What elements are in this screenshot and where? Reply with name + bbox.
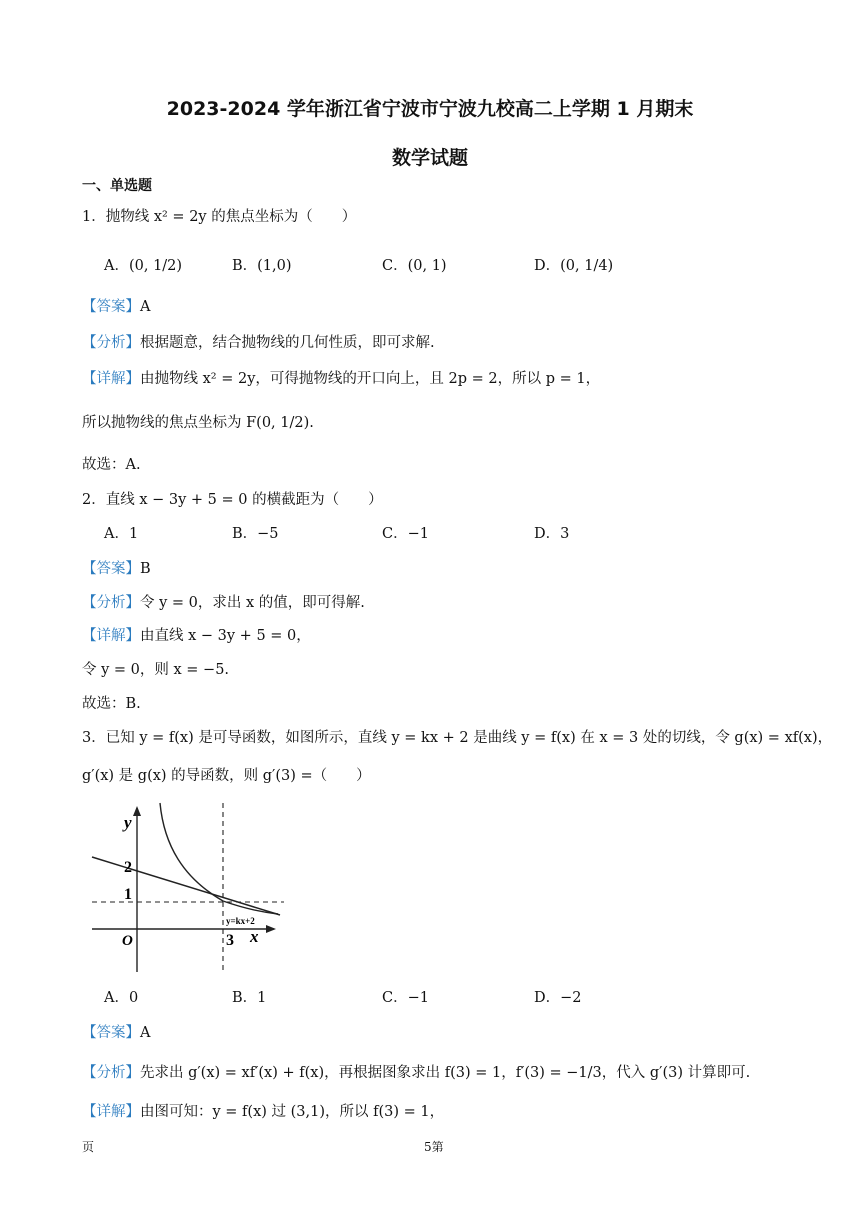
answer-tag: 【答案】 [82, 561, 140, 577]
detail-tag: 【详解】 [82, 628, 140, 644]
q2-analysis: 令 y = 0，求出 x 的值，即可得解. [140, 595, 365, 611]
q3-option-b: B．1 [232, 990, 267, 1006]
q3-stem-1: 3．已知 y = f(x) 是可导函数，如图所示，直线 y = kx + 2 是曲线 y = f(x) 在 x = 3 处的切线，令 g(x) = xf(x)， [82, 730, 833, 746]
tangent-line [92, 857, 280, 915]
q2-detail-line [82, 626, 311, 646]
q1-detail-1: 由抛物线 x² = 2y，可得抛物线的开口向上，且 2p = 2，所以 p = 1， [140, 371, 601, 387]
choose-label: 故选： [82, 696, 126, 712]
tick-label-2: 2 [124, 859, 132, 876]
x-axis-arrow [266, 925, 276, 933]
q1-choice-line [82, 455, 141, 475]
q2-answer: B [140, 561, 151, 577]
tangent-line-label: y=kx+2 [226, 916, 255, 926]
answer-tag: 【答案】 [82, 299, 140, 315]
q2-answer-line [82, 559, 151, 579]
analysis-tag: 【分析】 [82, 335, 140, 351]
q1-detail-line [82, 369, 600, 389]
section-title: 一、单选题 [82, 178, 152, 194]
q3-answer: A [140, 1025, 151, 1041]
q1-option-d: D．(0, 1/4) [534, 258, 614, 274]
q1-option-c: C．(0, 1) [382, 258, 447, 274]
q3-analysis-line [82, 1063, 750, 1083]
q2-detail-2: 令 y = 0，则 x = −5. [82, 662, 230, 678]
q1-option-b: B．(1,0) [232, 258, 292, 274]
detail-tag: 【详解】 [82, 1104, 140, 1120]
x-axis-label: x [250, 927, 259, 946]
analysis-tag: 【分析】 [82, 595, 140, 611]
q2-option-b: B．−5 [232, 526, 279, 542]
footer-left: 页 [82, 1140, 95, 1154]
q1-analysis: 根据题意，结合抛物线的几何性质，即可求解. [140, 335, 435, 351]
q3-detail-1: 由图可知：y = f(x) 过 (3,1)，所以 f(3) = 1， [140, 1104, 445, 1120]
tick-label-3: 3 [226, 932, 234, 949]
q1-detail-2: 所以抛物线的焦点坐标为 F(0, 1/2). [82, 415, 314, 431]
q2-option-a: A．1 [104, 526, 139, 542]
q3-option-c: C．−1 [382, 990, 429, 1006]
q3-figure [88, 800, 293, 975]
page-title: 2023-2024 学年浙江省宁波市宁波九校高二上学期 1 月期末 [166, 98, 694, 120]
y-axis-label: y [124, 813, 132, 832]
q2-choice: B. [125, 696, 141, 712]
page-subtitle: 数学试题 [391, 147, 468, 169]
q3-detail-line [82, 1102, 444, 1122]
q3-stem-2: g′(x) 是 g(x) 的导函数，则 g′(3) =（ ） [82, 768, 371, 784]
q1-choice: A. [125, 457, 141, 473]
choose-label: 故选： [82, 457, 126, 473]
answer-tag: 【答案】 [82, 1025, 140, 1041]
y-axis-arrow [133, 806, 141, 816]
q3-option-a: A．0 [104, 990, 139, 1006]
q3-analysis: 先求出 g′(x) = xf′(x) + f(x)，再根据图象求出 f(3) = 1，f′(3) = −1/3，代入 g′(3) 计算即可. [140, 1065, 751, 1081]
q2-analysis-line [82, 593, 365, 613]
q2-detail-1: 由直线 x − 3y + 5 = 0， [140, 628, 311, 644]
q3-option-d: D．−2 [534, 990, 582, 1006]
q1-answer: A [140, 299, 151, 315]
q2-option-c: C．−1 [382, 526, 429, 542]
q2-option-d: D．3 [534, 526, 570, 542]
q1-analysis-line [82, 333, 435, 353]
analysis-tag: 【分析】 [82, 1065, 140, 1081]
q2-stem: 2．直线 x − 3y + 5 = 0 的横截距为（ ） [82, 492, 383, 508]
q2-choice-line [82, 694, 141, 714]
q1-option-a: A．(0, 1/2) [104, 258, 183, 274]
origin-label: O [122, 933, 133, 949]
footer-page-number: 5第 [424, 1140, 444, 1154]
function-curve [160, 803, 278, 914]
q3-answer-line [82, 1023, 150, 1043]
q1-stem: 1．抛物线 x² = 2y 的焦点坐标为（ ） [82, 209, 357, 225]
q1-answer-line [82, 297, 150, 317]
tick-label-1: 1 [124, 886, 132, 903]
detail-tag: 【详解】 [82, 371, 140, 387]
